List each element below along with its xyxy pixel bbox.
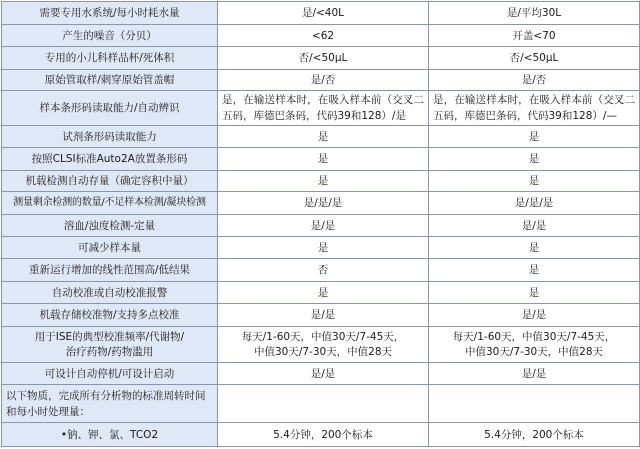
table-row	[2, 148, 640, 171]
value-cell-b: 是/是	[429, 363, 640, 385]
table-row	[2, 171, 640, 192]
table-row	[2, 192, 640, 215]
value-cell-a: 是	[218, 237, 429, 259]
table-row	[2, 327, 640, 363]
value-cell-a: 是	[218, 171, 429, 192]
comparison-table	[1, 1, 640, 447]
value-cell-b: 是	[429, 237, 640, 259]
value-cell-b: 开盖<70	[429, 25, 640, 47]
value-cell-b: 每天/1-60天，中值30天/7-45天， 中值30天/7-30天，中值28天	[429, 327, 640, 363]
value-cell-a	[218, 385, 429, 423]
value-cell-b: 是/是	[429, 304, 640, 327]
table-row	[2, 91, 640, 126]
value-cell-b	[429, 385, 640, 423]
feature-cell: •钠、钾、氯、TCO2	[2, 423, 218, 447]
feature-cell: 机载检测自动存量（确定容积中量）	[2, 171, 218, 192]
feature-cell: 产生的噪音（分贝）	[2, 25, 218, 47]
table-row	[2, 304, 640, 327]
table-row	[2, 237, 640, 259]
table-row	[2, 423, 640, 447]
table-row	[2, 70, 640, 91]
value-cell-a: 5.4分钟，200个标本	[218, 423, 429, 447]
value-cell-b: 是	[429, 259, 640, 282]
feature-cell: 测量剩余检测的数量/不足样本检测/凝块检测	[2, 192, 218, 215]
value-cell-b: 是	[429, 126, 640, 148]
table-row	[2, 259, 640, 282]
value-cell-a: 是	[218, 282, 429, 304]
feature-cell: 需要专用水系统/每小时耗水量	[2, 2, 218, 25]
value-cell-a: 是/<40L	[218, 2, 429, 25]
table-row	[2, 363, 640, 385]
value-cell-a: <62	[218, 25, 429, 47]
table-row	[2, 25, 640, 47]
table-row	[2, 47, 640, 70]
value-cell-a: 是/是	[218, 363, 429, 385]
feature-cell: 自动校准或自动校准报警	[2, 282, 218, 304]
value-cell-b: 否/<50μL	[429, 47, 640, 70]
value-cell-a: 是/是	[218, 215, 429, 237]
feature-cell: 按照CLSI标准Auto2A放置条形码	[2, 148, 218, 171]
value-cell-a: 是	[218, 148, 429, 171]
value-cell-b: 是/是	[429, 215, 640, 237]
table-row	[2, 282, 640, 304]
value-cell-b: 是，在输送样本时，在吸入样本前（交叉二五码，库德巴条码，代码39和128）/—	[429, 91, 640, 126]
value-cell-a: 每天/1-60天，中值30天/7-45天， 中值30天/7-30天，中值28天	[218, 327, 429, 363]
feature-cell: 样本条形码读取能力/自动辨识	[2, 91, 218, 126]
value-cell-a: 是，在输送样本时，在吸入样本前（交叉二五码，库德巴条码，代码39和128）/是	[218, 91, 429, 126]
table-row	[2, 215, 640, 237]
feature-cell: 用于ISE的典型校准频率/代谢物/ 治疗药物/药物滥用	[2, 327, 218, 363]
value-cell-a: 是/否	[218, 70, 429, 91]
feature-cell: 可减少样本量	[2, 237, 218, 259]
value-cell-b: 5.4分钟，200个标本	[429, 423, 640, 447]
value-cell-b: 是	[429, 171, 640, 192]
feature-cell: 机载存储校准物/支持多点校准	[2, 304, 218, 327]
table-row	[2, 385, 640, 423]
value-cell-b: 是/是/是	[429, 192, 640, 215]
value-cell-a: 是/是/是	[218, 192, 429, 215]
value-cell-a: 是/是	[218, 304, 429, 327]
feature-cell: 溶血/浊度检测-定量	[2, 215, 218, 237]
table-row	[2, 2, 640, 25]
feature-cell: 重新运行增加的线性范围高/低结果	[2, 259, 218, 282]
feature-cell: 以下物质，完成所有分析物的标准周转时间 和每小时处理量：	[2, 385, 218, 423]
value-cell-b: 是/否	[429, 70, 640, 91]
value-cell-a: 是	[218, 126, 429, 148]
value-cell-b: 是/平均30L	[429, 2, 640, 25]
value-cell-b: 是	[429, 148, 640, 171]
feature-cell: 专用的小儿科样品杯/死体积	[2, 47, 218, 70]
feature-cell: 可设计自动停机/可设计启动	[2, 363, 218, 385]
feature-cell: 原始管取样/刺穿原始管盖帽	[2, 70, 218, 91]
value-cell-a: 否	[218, 259, 429, 282]
value-cell-a: 否/<50μL	[218, 47, 429, 70]
value-cell-b: 是	[429, 282, 640, 304]
feature-cell: 试剂条形码读取能力	[2, 126, 218, 148]
table-row	[2, 126, 640, 148]
